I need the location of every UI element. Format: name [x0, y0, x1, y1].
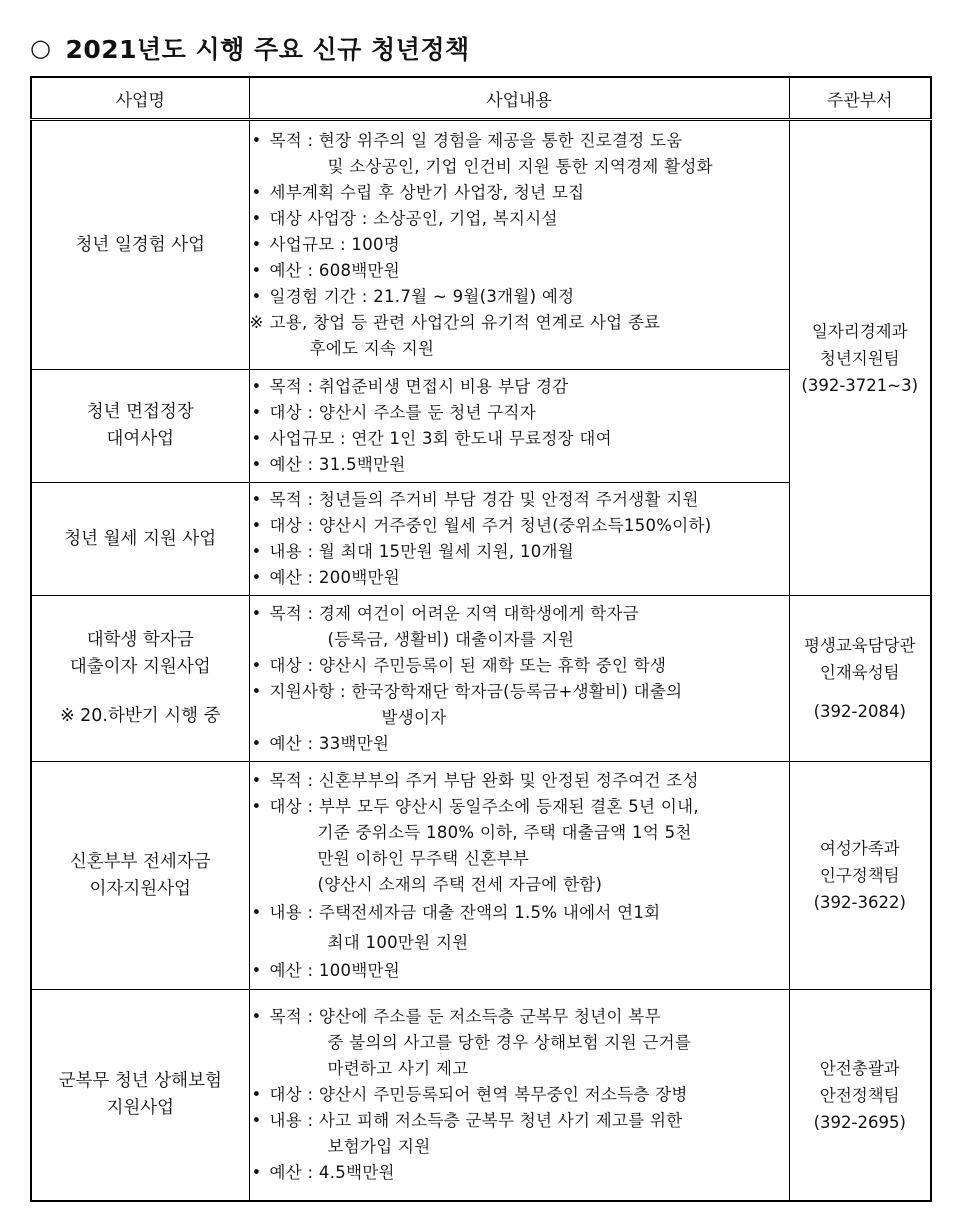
program-name	[31, 370, 249, 483]
header-dept: 주관부서	[789, 77, 931, 120]
list-item: • 목적 : 취업준비생 면접시 비용 부담 경감	[250, 374, 789, 400]
program-name	[31, 483, 249, 596]
item-list	[250, 487, 789, 591]
table-row	[31, 120, 931, 370]
list-item: • 세부계획 수립 후 상반기 사업장, 청년 모집	[250, 180, 789, 206]
department-name: 여성가족과	[819, 839, 900, 858]
program-name-line: 청년 면접정장	[86, 402, 194, 422]
page-title	[30, 28, 470, 68]
list-item: • 내용 : 월 최대 15만원 월세 지원, 10개월	[250, 539, 789, 565]
list-item: • 목적 : 경제 여건이 어려운 지역 대학생에게 학자금 (등록금, 생활비) 대출이자를 지원	[250, 601, 789, 653]
header-content: 사업내용	[249, 77, 789, 120]
list-item: • 예산 : 31.5백만원	[250, 452, 789, 478]
list-item: • 예산 : 100백만원	[250, 958, 789, 984]
department-name: 안전총괄과	[819, 1058, 900, 1078]
item-list	[250, 601, 789, 757]
list-item: • 목적 : 현장 위주의 일 경험을 제공을 통한 진로결정 도움 및 소상공인, 기업 인건비 지원 통한 지역경제 활성화	[250, 128, 789, 180]
phone-number: (392-3622)	[813, 893, 906, 912]
team-name: 인재육성팀	[819, 663, 900, 682]
program-content	[249, 120, 789, 370]
list-item: • 목적 : 신혼부부의 주거 부담 완화 및 안정된 정주여건 조성	[250, 768, 789, 794]
table-row	[31, 762, 931, 990]
program-name-line: 이자지원사업	[89, 878, 191, 899]
list-item: • 목적 : 청년들의 주거비 부담 경감 및 안정적 주거생활 지원	[250, 487, 789, 513]
program-name-line: 신혼부부 전세자금	[69, 851, 211, 872]
phone-number: (392-2084)	[813, 702, 906, 721]
list-item: • 예산 : 608백만원	[250, 258, 789, 284]
program-name-line: 군복무 청년 상해보험	[58, 1071, 222, 1091]
department-cell	[789, 120, 931, 596]
table-row	[31, 990, 931, 1202]
status-note: ※ 20.하반기 시행 중	[59, 706, 221, 726]
list-item: • 대상 : 양산시 주민등록이 된 재학 또는 휴학 중인 학생	[250, 653, 789, 679]
list-item: • 일경험 기간 : 21.7월 ~ 9월(3개월) 예정	[250, 284, 789, 310]
team-name: 안전정책팀	[819, 1085, 900, 1105]
program-name	[31, 120, 249, 370]
team-name: 인구정책팀	[819, 866, 900, 885]
list-item: • 내용 : 주택전세자금 대출 잔액의 1.5% 내에서 연1회 최대 100만원 지원	[250, 898, 789, 958]
department-cell	[789, 990, 931, 1202]
page-title-text: 2021년도 시행 주요 신규 청년정책	[65, 35, 470, 64]
program-content	[249, 483, 789, 596]
phone-number: (392-3721~3)	[801, 375, 919, 395]
list-item: • 대상 : 양산시 주소를 둔 청년 구직자	[250, 400, 789, 426]
list-item: • 사업규모 : 연간 1인 3회 한도내 무료정장 대여	[250, 426, 789, 452]
circle-bullet-icon: ○	[30, 34, 52, 62]
program-name	[31, 762, 249, 990]
program-name-line: 대여사업	[106, 429, 175, 449]
item-list	[250, 768, 789, 984]
department-name: 일자리경제과	[811, 321, 908, 341]
program-name-line: 청년 일경험 사업	[75, 234, 205, 255]
list-item: • 예산 : 200백만원	[250, 565, 789, 591]
program-content	[249, 596, 789, 762]
program-name-line: 청년 월세 지원 사업	[64, 528, 217, 549]
department-cell	[789, 762, 931, 990]
table-header-row	[31, 77, 931, 120]
program-name-line: 지원사업	[106, 1098, 175, 1118]
item-list	[250, 374, 789, 478]
program-name-line: 대출이자 지원사업	[69, 657, 211, 677]
item-list	[250, 1004, 789, 1186]
list-item: • 대상 사업장 : 소상공인, 기업, 복지시설	[250, 206, 789, 232]
reference-note: ※ 고용, 창업 등 관련 사업간의 유기적 연계로 사업 종료 후에도 지속 지원	[250, 310, 789, 362]
list-item: • 대상 : 부부 모두 양산시 동일주소에 등재된 결혼 5년 이내, 기준 중위소득 180% 이하, 주택 대출금액 1억 5천 만원 이하인 무주택 신혼부부 (양산시 소재의 주택 전세 자금에 한함)	[250, 794, 789, 898]
team-name: 청년지원팀	[819, 348, 900, 368]
list-item: • 대상 : 양산시 거주중인 월세 주거 청년(중위소득150%이하)	[250, 513, 789, 539]
policy-table	[30, 76, 932, 1202]
list-item: • 내용 : 사고 피해 저소득층 군복무 청년 사기 제고를 위한 보험가입 지원	[250, 1108, 789, 1160]
header-name: 사업명	[31, 77, 249, 120]
table-row	[31, 596, 931, 762]
department-cell	[789, 596, 931, 762]
program-name	[31, 596, 249, 762]
program-content	[249, 370, 789, 483]
program-name	[31, 990, 249, 1202]
list-item: • 예산 : 4.5백만원	[250, 1160, 789, 1186]
item-list	[250, 128, 789, 362]
program-content	[249, 990, 789, 1202]
list-item: • 사업규모 : 100명	[250, 232, 789, 258]
department-name: 평생교육담당관	[803, 636, 916, 655]
phone-number: (392-2695)	[813, 1112, 906, 1132]
list-item: • 지원사항 : 한국장학재단 학자금(등록금+생활비) 대출의 발생이자	[250, 679, 789, 731]
list-item: • 목적 : 양산에 주소를 둔 저소득층 군복무 청년이 복무 중 불의의 사고를 당한 경우 상해보험 지원 근거를 마련하고 사기 제고	[250, 1004, 789, 1082]
list-item: • 예산 : 33백만원	[250, 731, 789, 757]
list-item: • 대상 : 양산시 주민등록되어 현역 복무중인 저소득층 장병	[250, 1082, 789, 1108]
program-name-line: 대학생 학자금	[86, 630, 194, 650]
program-content	[249, 762, 789, 990]
